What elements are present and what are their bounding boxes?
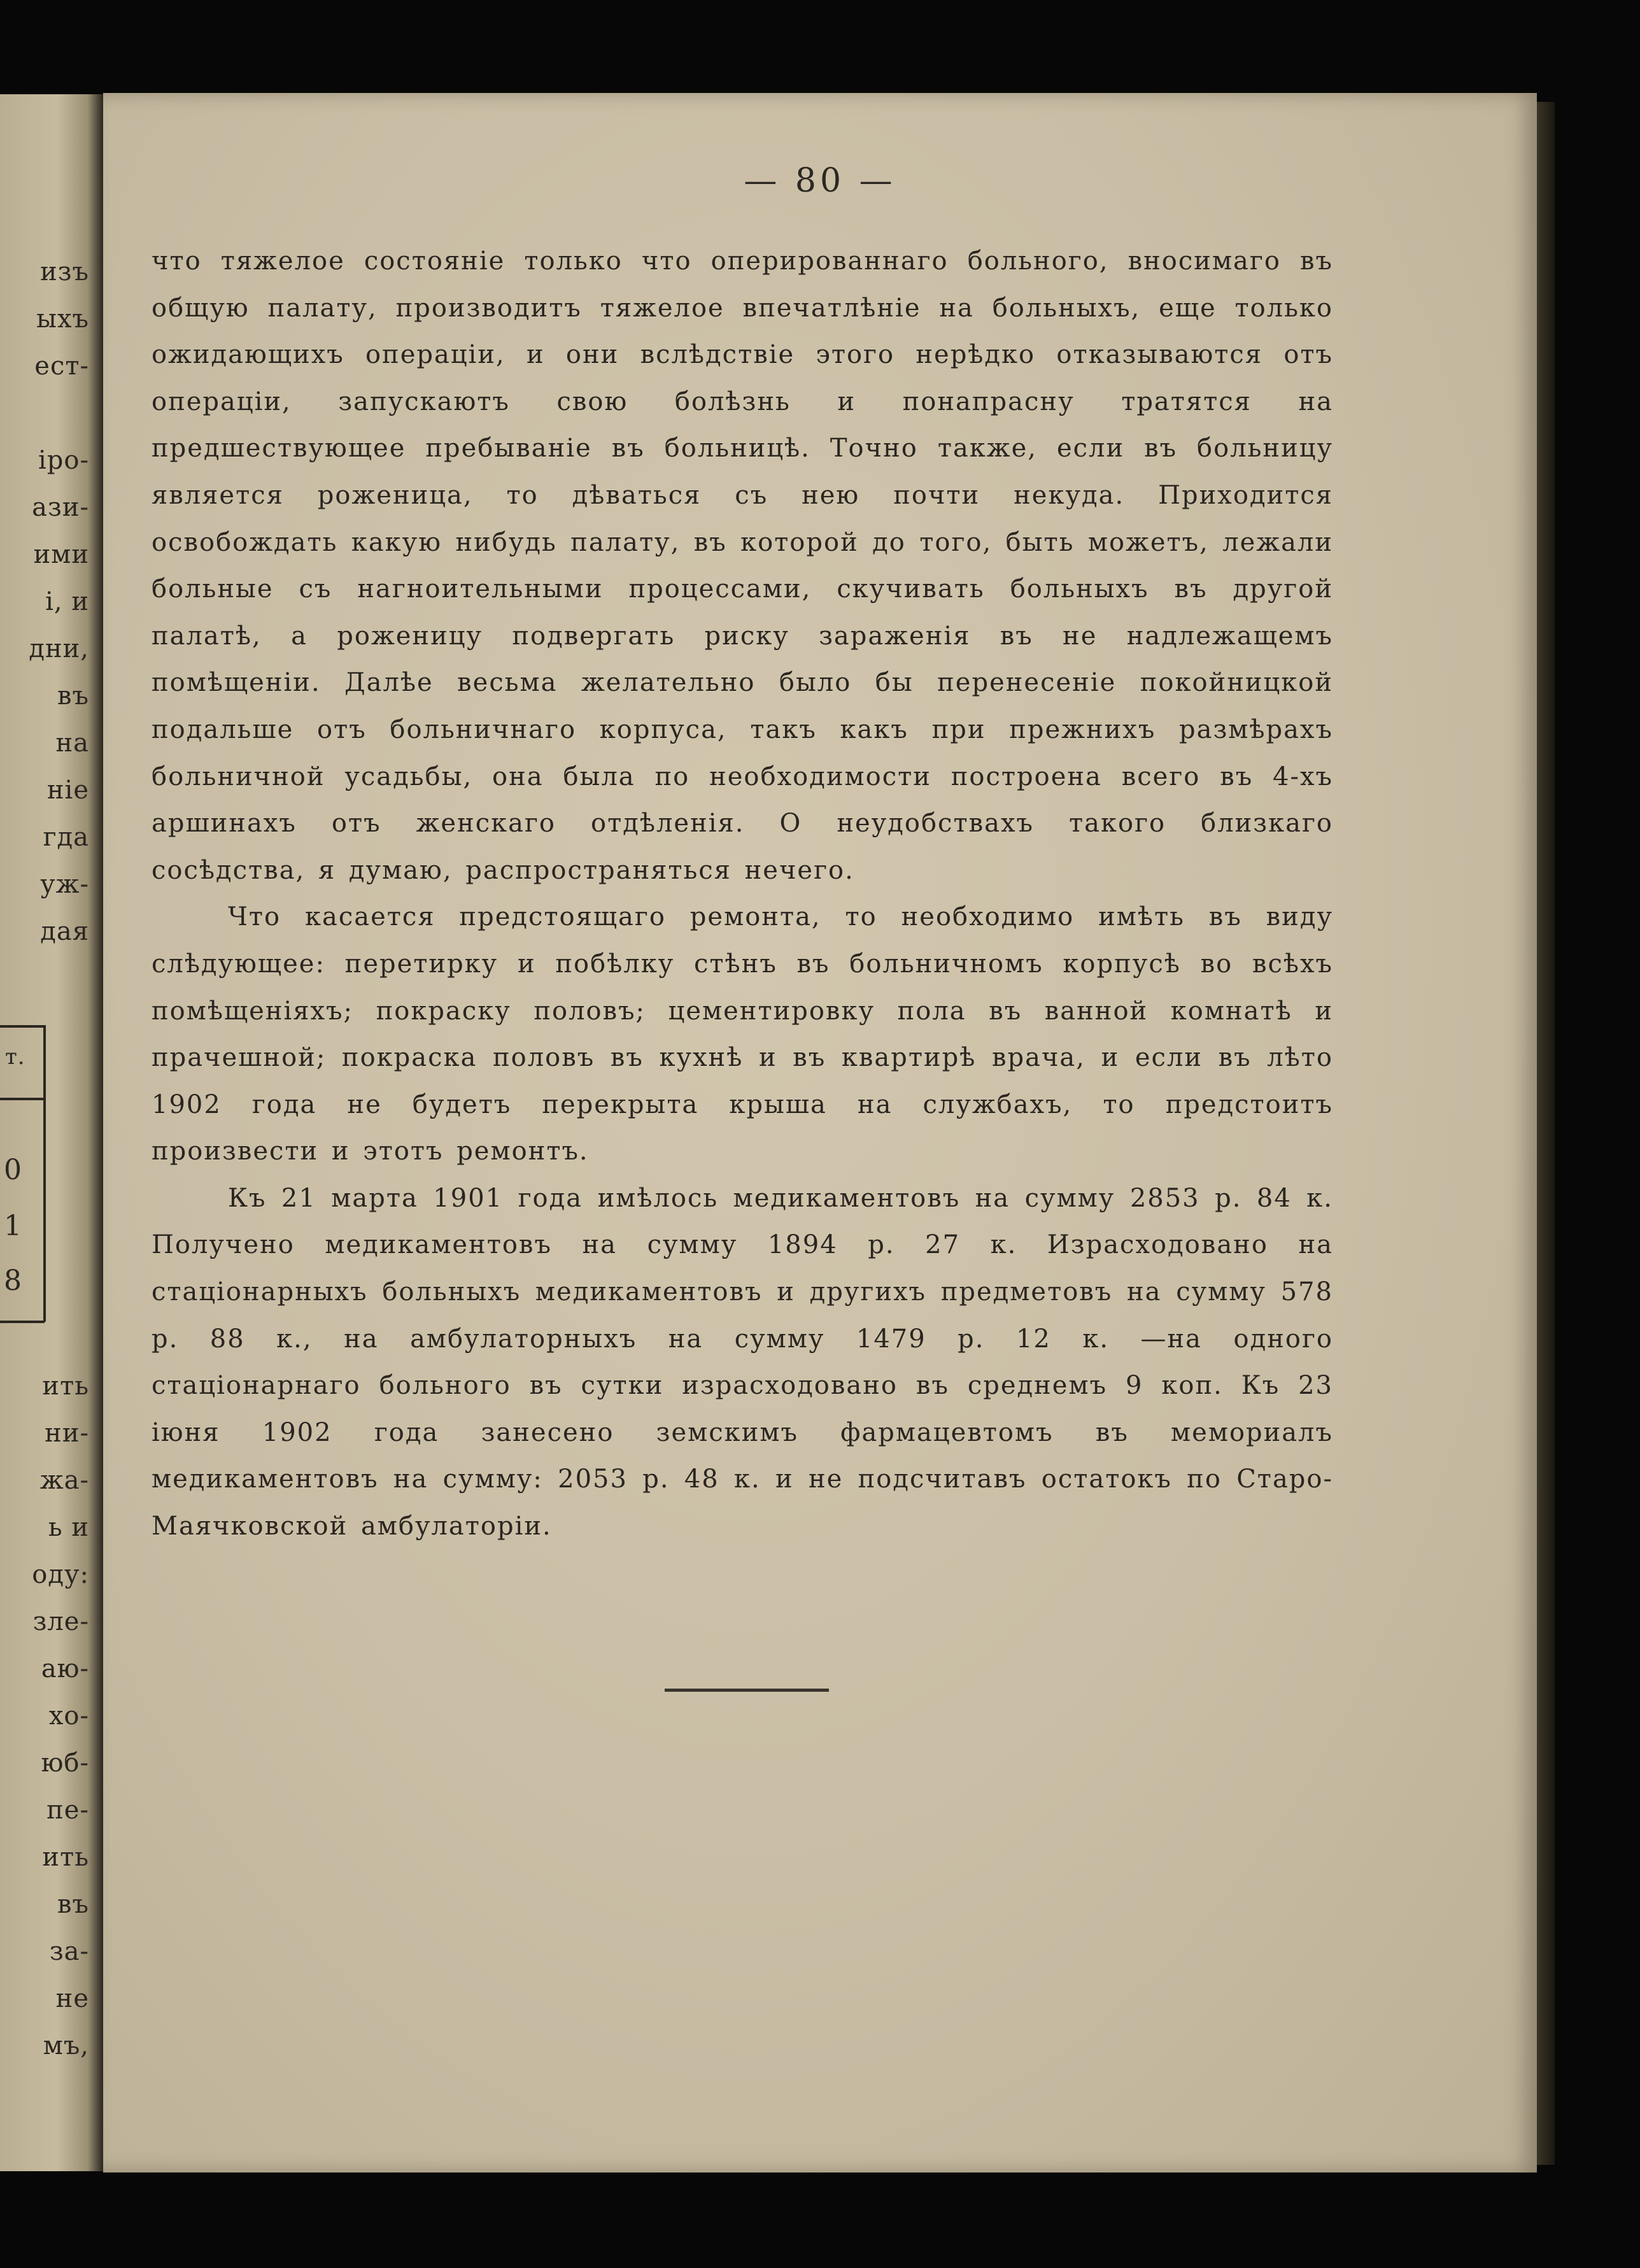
paragraph-1: что тяжелое состоянiе только что оперированнаго больного, вносимаго въ общую палату, производитъ тяжелое впечатлѣнiе на больныхъ, еще только ожидающихъ операцiи, и они вслѣдствiе этого нерѣдко отказываются отъ операцiи, запускаютъ свою болѣзнь и понапрасну тратятся на предшествующее пребыванiе въ больницѣ. Точно также, если въ больницу является роженица, то дѣваться съ нею почти некуда. Приходится освобождать какую нибудь палату, въ которой до того, быть можетъ, лежали больные съ нагноительными процессами, скучивать больныхъ въ другой палатѣ, а роженицу подвергать риску зараженiя въ не надлежащемъ помѣщенiи. Далѣе весьма желательно было бы перенесенiе покойницкой подальше отъ больничнаго корпуса, такъ какъ при прежнихъ размѣрахъ больничной усадьбы, она была по необходимости построена всего въ 4-хъ аршинахъ отъ женскаго отдѣленiя. О неудобствахъ такого близкаго сосѣдства, я думаю, распространяться нечего. bbox=[152, 246, 1333, 885]
page-body bbox=[152, 238, 1333, 1550]
left-fragment: за- bbox=[49, 1937, 89, 1966]
section-end-rule bbox=[665, 1689, 829, 1692]
paragraph-3: Къ 21 марта 1901 года имѣлось медикаментовъ на сумму 2853 р. 84 к. Получено медикаментовъ на сумму 1894 р. 27 к. Израсходовано на стацiонарныхъ больныхъ медикаментовъ и другихъ предметовъ на сумму 578 р. 88 к., на амбулаторныхъ на сумму 1479 р. 12 к. —на одного стацiонарнаго больного въ сутки израсходовано въ среднемъ 9 коп. Къ 23 iюня 1902 года занесено земскимъ фармацевтомъ въ мемориалъ медикаментовъ на сумму: 2053 р. 48 к. и не подсчитавъ остатокъ по Старо-Маячковской амбулаторiи. bbox=[152, 1183, 1333, 1542]
left-fragment: жа- bbox=[39, 1466, 89, 1495]
left-fragment: хо- bbox=[48, 1701, 89, 1731]
left-fragment: пе- bbox=[46, 1796, 89, 1825]
left-fragment: ест- bbox=[34, 351, 89, 381]
left-fragment: зле- bbox=[32, 1607, 89, 1636]
left-fragment: ніе bbox=[46, 776, 89, 805]
book-page bbox=[103, 93, 1537, 2172]
left-fragment: 1 bbox=[4, 1210, 22, 1242]
left-page-edge bbox=[0, 94, 103, 2171]
left-fragment: 8 bbox=[4, 1265, 22, 1297]
page-edge-shadow bbox=[1537, 102, 1555, 2165]
left-fragment: на bbox=[55, 728, 89, 758]
left-fragment: мъ, bbox=[43, 2031, 89, 2060]
left-fragment: оду: bbox=[32, 1560, 89, 1589]
left-fragment: ить bbox=[42, 1371, 89, 1401]
page-number: — 80 — bbox=[744, 162, 896, 200]
left-fragment: ази- bbox=[32, 493, 89, 522]
left-fragment: въ bbox=[57, 681, 89, 711]
left-fragment: изъ bbox=[40, 257, 89, 287]
left-fragment: ими bbox=[33, 540, 89, 569]
left-fragment: въ bbox=[57, 1890, 89, 1919]
left-fragment: і, и bbox=[45, 587, 89, 616]
left-fragment: аю- bbox=[41, 1654, 89, 1683]
left-fragment: 0 bbox=[4, 1154, 22, 1186]
left-fragment: юб- bbox=[41, 1748, 89, 1778]
left-fragment: ь и bbox=[48, 1513, 89, 1542]
left-table-vrule bbox=[43, 1025, 46, 1322]
left-fragment: іро- bbox=[38, 446, 89, 475]
left-fragment: дни, bbox=[29, 634, 89, 663]
left-fragment: т. bbox=[5, 1044, 25, 1070]
left-table-rule bbox=[0, 1098, 45, 1100]
left-fragment: гда bbox=[43, 823, 89, 852]
paragraph-2: Что касается предстоящаго ремонта, то необходимо имѣть въ виду слѣдующее: перетирку и побѣлку стѣнъ въ больничномъ корпусѣ во всѣхъ помѣщенiяхъ; покраску половъ; цементировку пола въ ванной комнатѣ и прачешной; покраска половъ въ кухнѣ и въ квартирѣ врача, и если въ лѣто 1902 года не будетъ перекрыта крыша на службахъ, то предстоитъ произвести и этотъ ремонтъ. bbox=[152, 902, 1333, 1166]
left-table-rule bbox=[0, 1025, 45, 1028]
left-fragment: не bbox=[55, 1984, 89, 2013]
left-fragment: ить bbox=[42, 1843, 89, 1872]
left-fragment: дая bbox=[40, 917, 89, 946]
left-fragment: ыхъ bbox=[36, 304, 89, 334]
left-table-rule bbox=[0, 1321, 45, 1323]
left-fragment: уж- bbox=[40, 870, 89, 899]
left-fragment: ни- bbox=[45, 1419, 89, 1448]
